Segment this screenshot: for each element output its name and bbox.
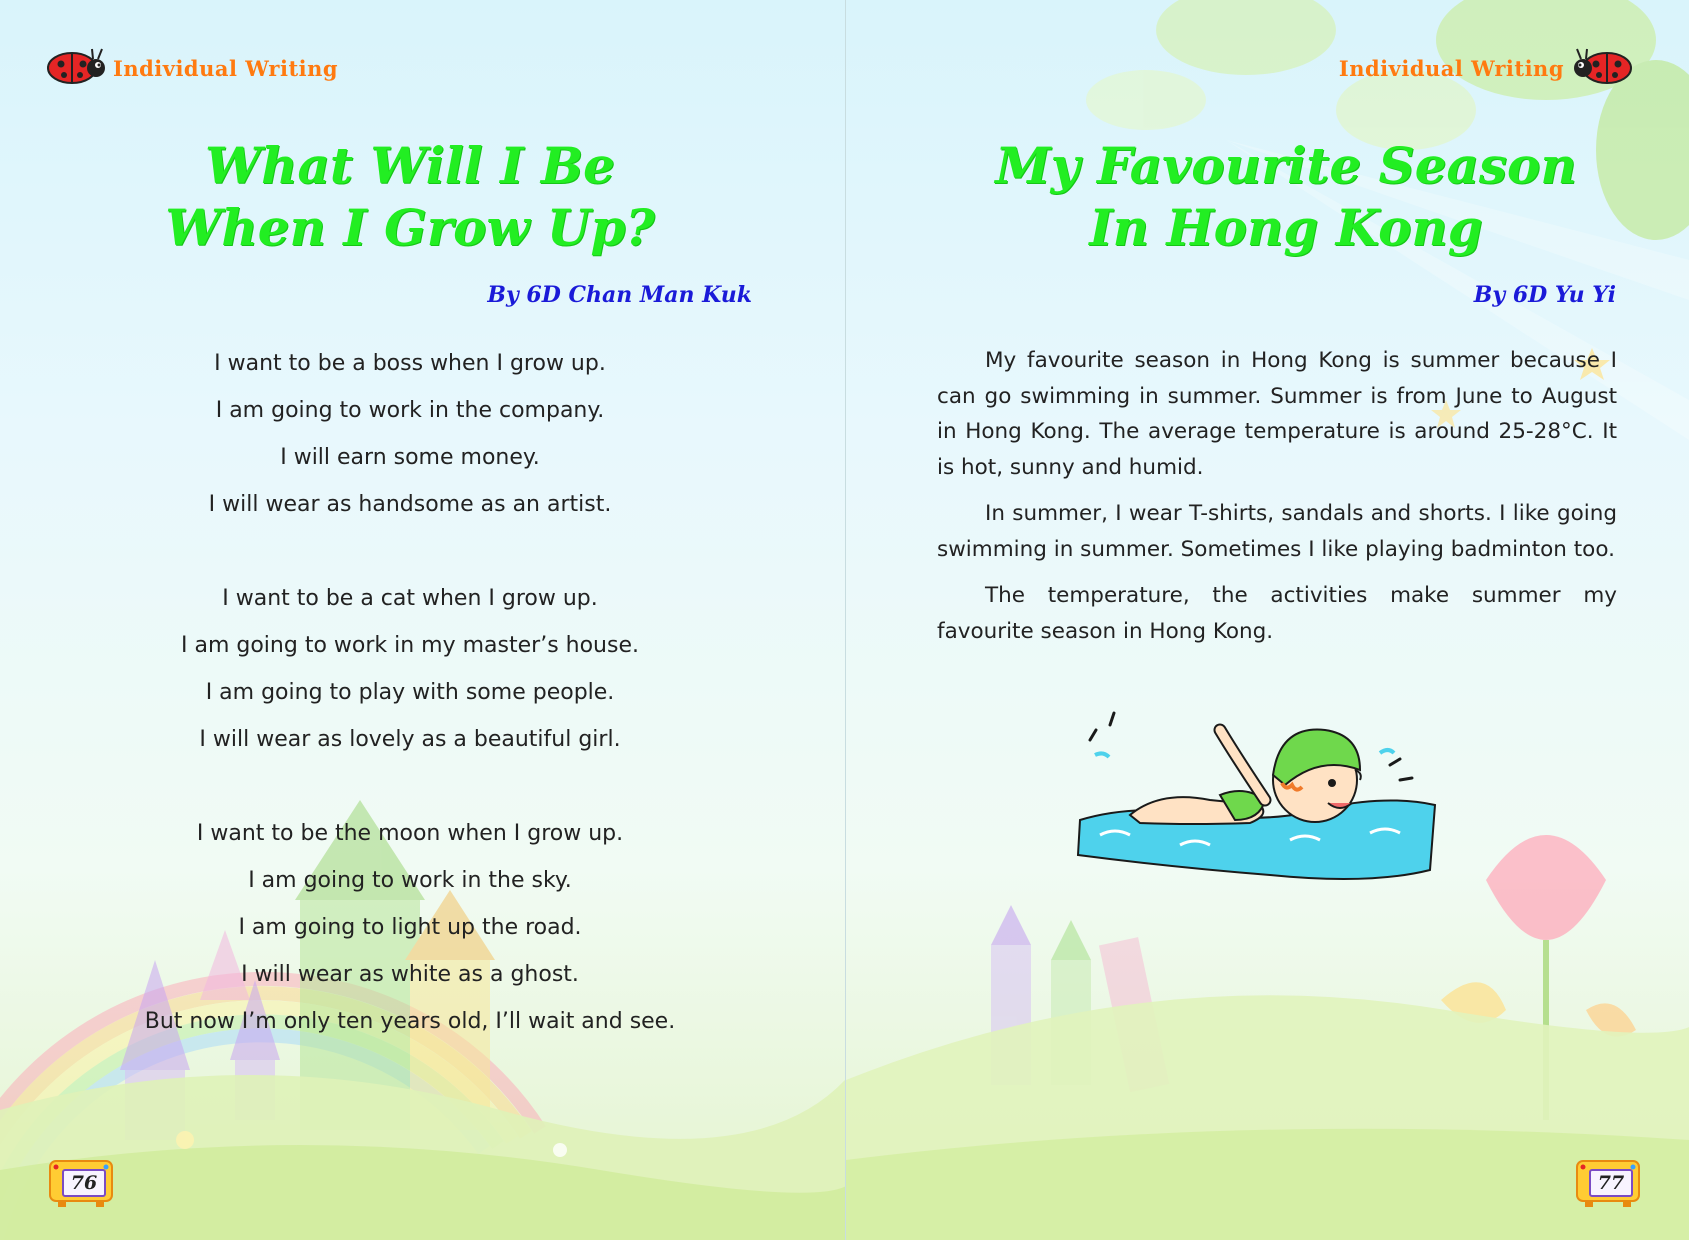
paragraph: The temperature, the activities make summer my favourite season in Hong Kong. xyxy=(937,583,1617,644)
poem-line: I will wear as lovely as a beautiful girl. xyxy=(199,727,621,752)
paragraph: In summer, I wear T-shirts, sandals and shorts. I like going swimming in summer. Sometimes I like playing badminton too. xyxy=(937,501,1617,562)
poem-line: I want to be a boss when I grow up. xyxy=(214,351,606,376)
author-byline: By 6D Chan Man Kuk xyxy=(487,282,752,308)
poem-line: I will wear as handsome as an artist. xyxy=(208,492,612,517)
ladybug-icon xyxy=(46,44,106,86)
poem-line: I will wear as white as a ghost. xyxy=(241,962,579,987)
page-title xyxy=(926,135,1646,259)
section-label: Individual Writing xyxy=(113,56,339,81)
poem-line: But now I’m only ten years old, I’ll wait and see. xyxy=(144,1009,676,1034)
title-line: In Hong Kong xyxy=(1089,198,1483,257)
section-label: Individual Writing xyxy=(1338,56,1564,81)
page-number: 77 xyxy=(1589,1169,1633,1197)
poem-line: I am going to work in the sky. xyxy=(248,868,572,893)
page-number-frame-icon xyxy=(1575,1157,1641,1207)
poem xyxy=(130,340,690,1092)
stanza xyxy=(130,810,690,1045)
author-byline: By 6D Yu Yi xyxy=(1473,282,1616,308)
poem-line: I will earn some money. xyxy=(280,445,540,470)
stanza xyxy=(130,575,690,763)
title-line: When I Grow Up? xyxy=(165,198,655,257)
swimmer-illustration xyxy=(1070,695,1440,885)
poem-line: I want to be a cat when I grow up. xyxy=(222,586,598,611)
essay-body xyxy=(937,343,1617,660)
poem-line: I want to be the moon when I grow up. xyxy=(196,821,624,846)
title-line: What Will I Be xyxy=(205,136,615,195)
page-number-frame-icon xyxy=(48,1157,114,1207)
title-line: My Favourite Season xyxy=(995,136,1577,195)
poem-line: I am going to light up the road. xyxy=(238,915,582,940)
ladybug-icon xyxy=(1573,44,1633,86)
poem-line: I am going to work in my master’s house. xyxy=(181,633,639,658)
poem-line: I am going to work in the company. xyxy=(215,398,605,423)
page-title xyxy=(130,135,690,259)
stanza xyxy=(130,340,690,528)
poem-line: I am going to play with some people. xyxy=(205,680,615,705)
paragraph: My favourite season in Hong Kong is summer because I can go swimming in summer. Summer is from June to August in Hong Kong. The average temperature is around 25-28°C. It is hot, sunny and humid. xyxy=(937,348,1617,480)
page-number: 76 xyxy=(62,1169,106,1197)
